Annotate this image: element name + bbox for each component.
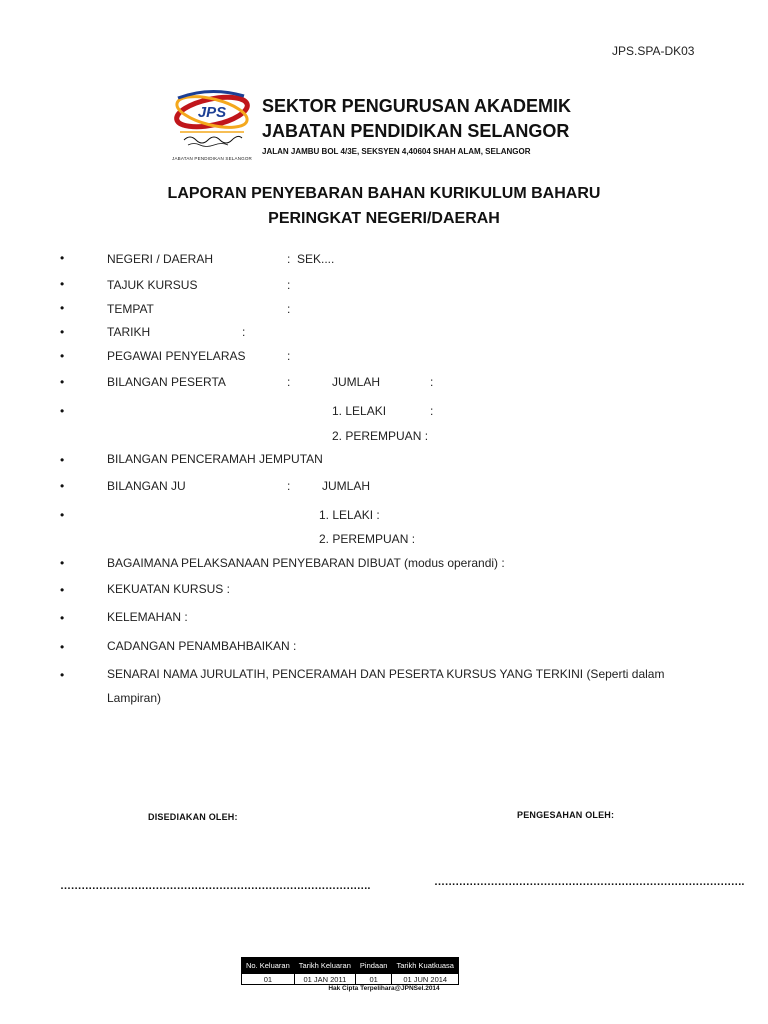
pegawai-colon: : <box>287 349 291 363</box>
bullet-icon: • <box>60 325 65 339</box>
peserta-jumlah: JUMLAH <box>332 375 381 389</box>
senarai-line1: SENARAI NAMA JURULATIH, PENCERAMAH DAN PESERTA KURSUS YANG TERKINI (Seperti dalam <box>107 667 665 681</box>
org-name-line2: JABATAN PENDIDIKAN SELANGOR <box>262 121 570 141</box>
pelaksanaan-label: BAGAIMANA PELAKSANAAN PENYEBARAN DIBUAT (modus operandi) : <box>107 556 505 570</box>
penceramah-label: BILANGAN PENCERAMAH JEMPUTAN <box>107 452 323 466</box>
tajuk-colon: : <box>287 278 291 292</box>
table-cell: 01 JUN 2014 <box>392 974 459 985</box>
negeri-label: NEGERI / DAERAH <box>107 252 214 266</box>
table-header-cell: Tarikh Kuatkuasa <box>392 958 459 974</box>
prepared-signature-line: ……………………………………………………………………………. <box>60 880 371 892</box>
bullet-icon: • <box>60 583 65 597</box>
kelemahan-label: KELEMAHAN : <box>107 610 188 624</box>
table-header-cell: No. Keluaran <box>242 958 295 974</box>
bullet-icon: • <box>60 349 65 363</box>
logo-text: JPS <box>197 104 227 121</box>
ju-colon: : <box>287 479 291 493</box>
org-address: JALAN JAMBU BOL 4/3E, SEKSYEN 4,40604 SHAH ALAM, SELANGOR <box>262 147 531 156</box>
pegawai-label: PEGAWAI PENYELARAS <box>107 349 246 363</box>
bullet-icon: • <box>60 556 65 570</box>
negeri-value[interactable]: SEK.... <box>297 252 335 266</box>
table-cell: 01 <box>355 974 392 985</box>
report-title-line1: LAPORAN PENYEBARAN BAHAN KURIKULUM BAHARU <box>167 185 601 202</box>
bullet-icon: • <box>60 479 65 493</box>
peserta-lelaki: 1. LELAKI <box>332 404 387 418</box>
logo-caption: JABATAN PENDIDIKAN SELANGOR <box>172 156 252 161</box>
bullet-icon: • <box>60 277 65 291</box>
negeri-colon: : <box>287 252 291 266</box>
approved-by-label: PENGESAHAN OLEH: <box>517 810 615 820</box>
ju-jumlah: JUMLAH <box>322 479 371 493</box>
tempat-colon: : <box>287 302 291 316</box>
approved-signature-line: ……………………………………………………………………………. <box>434 876 745 888</box>
prepared-by-label: DISEDIAKAN OLEH: <box>148 812 238 822</box>
bullet-icon: • <box>60 453 65 467</box>
ju-lelaki: 1. LELAKI : <box>319 508 380 522</box>
bullet-icon: • <box>60 640 65 654</box>
table-header-cell: Tarikh Keluaran <box>294 958 355 974</box>
tarikh-colon: : <box>242 325 246 339</box>
tempat-label: TEMPAT <box>107 302 154 316</box>
ju-label: BILANGAN JU <box>107 479 186 493</box>
jps-logo-icon <box>170 90 254 154</box>
peserta-lelaki-colon: : <box>430 404 434 418</box>
kekuatan-label: KEKUATAN KURSUS : <box>107 582 230 596</box>
document-control-table <box>241 957 459 985</box>
tarikh-label: TARIKH <box>107 325 151 339</box>
table-cell: 01 <box>242 974 295 985</box>
document-reference-code: JPS.SPA-DK03 <box>612 44 695 58</box>
ju-perempuan: 2. PEREMPUAN : <box>319 532 416 546</box>
bullet-icon: • <box>60 251 65 265</box>
bullet-icon: • <box>60 375 65 389</box>
tajuk-label: TAJUK KURSUS <box>107 278 198 292</box>
jps-logo <box>170 90 254 162</box>
peserta-label: BILANGAN PESERTA <box>107 375 226 389</box>
table-cell: 01 JAN 2011 <box>294 974 355 985</box>
table-header-cell: Pindaan <box>355 958 392 974</box>
peserta-jumlah-colon: : <box>430 375 434 389</box>
bullet-icon: • <box>60 404 65 418</box>
bullet-icon: • <box>60 611 65 625</box>
cadangan-label: CADANGAN PENAMBAHBAIKAN : <box>107 639 297 653</box>
bullet-icon: • <box>60 508 65 522</box>
bullet-icon: • <box>60 301 65 315</box>
peserta-colon: : <box>287 375 291 389</box>
org-name-line1: SEKTOR PENGURUSAN AKADEMIK <box>262 96 572 116</box>
senarai-line2: Lampiran) <box>107 691 162 705</box>
copyright-notice: Hak Cipta Terpelihara@JPNSel.2014 <box>328 985 440 992</box>
peserta-perempuan: 2. PEREMPUAN : <box>332 429 429 443</box>
report-title-line2: PERINGKAT NEGERI/DAERAH <box>268 210 500 227</box>
bullet-icon: • <box>60 668 65 682</box>
